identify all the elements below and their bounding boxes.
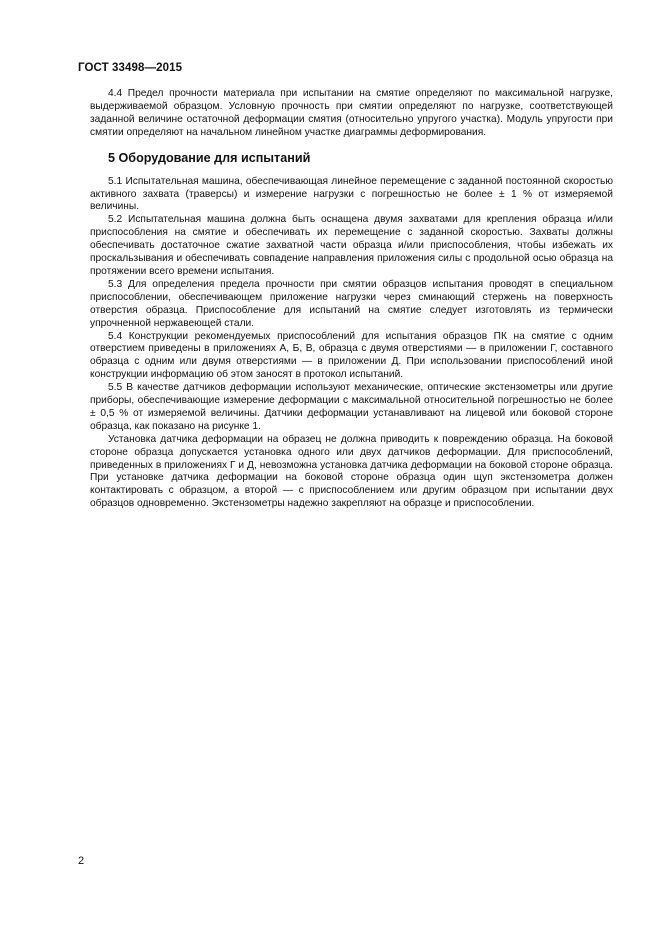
paragraph-5-2: 5.2 Испытательная машина должна быть оснащена двумя захватами для крепления образца и/или приспособления на смятие и обеспечивать их перемещение с заданной скоростью. Захваты должны обеспечивать достаточное сжатие захватной части образца и/или приспособления, чтобы избежать их проскальзывания и обеспечивать совпадение направления приложения силы с продольной осью образца на протяжении всего времени испытания. — [90, 214, 613, 277]
document-body — [90, 88, 613, 511]
document-header: ГОСТ 33498—2015 — [78, 62, 183, 74]
paragraph-5-4: 5.4 Конструкции рекомендуемых приспособлений для испытания образцов ПК на смятие с одним отверстием приведены в приложениях А, Б, В, образца с двумя отверстиями — в приложении Г, составного образца с одним или двумя отверстиями — в приложении Д. При использовании приспособлений иной конструкции информацию об этом заносят в протокол испытаний. — [90, 330, 613, 381]
paragraph-4-4: 4.4 Предел прочности материала при испытании на смятие определяют по максимальной нагрузке, выдерживаемой образцом. Условную прочность при смятии определяют по нагрузке, соответствующей заданной величине остаточной деформации смятия (относительно упругого участка). Модуль упругости при смятии определяют на начальном линейном участке диаграммы деформирования. — [90, 88, 613, 138]
section-heading-5: 5 Оборудование для испытаний — [108, 150, 311, 165]
paragraph-5-3: 5.3 Для определения предела прочности при смятии образцов испытания проводят в специальном приспособлении, обеспечивающем приложение нагрузки через сминающий стержень на поверхность отверстия образца. Приспособление для испытаний на смятие следует изготовлять из термически упрочненной нержавеющей стали. — [90, 278, 613, 329]
paragraph-5-5: 5.5 В качестве датчиков деформации используют механические, оптические экстензометры или другие приборы, обеспечивающие измерение деформации с максимальной относительной погрешностью не более ± 0,5 % от измеряемой величины. Датчики деформации устанавливают на лицевой или боковой стороне образца, как показано на рисунке 1. — [90, 382, 613, 432]
page-number: 2 — [78, 855, 85, 867]
paragraph-5-1: 5.1 Испытательная машина, обеспечивающая линейное перемещение с заданной постоянной скоростью активного захвата (траверсы) и измерение нагрузки с погрешностью не более ± 1 % от измеряемой величины. — [90, 175, 613, 213]
paragraph-sensor-installation: Установка датчика деформации на образец не должна приводить к повреждению образца. На боковой стороне образца допускается установка одного или двух датчиков деформации. Для приспособлений, приведенных в приложениях Г и Д, невозможна установка датчика деформации на боковой стороне образца. При установке датчика деформации на боковой стороне образца один щуп экстензометра должен контактировать с образцом, а второй — с приспособлением или другим образцом при испытании двух образцов одновременно. Экстензометры надежно закрепляют на образце и приспособлении. — [90, 433, 613, 510]
